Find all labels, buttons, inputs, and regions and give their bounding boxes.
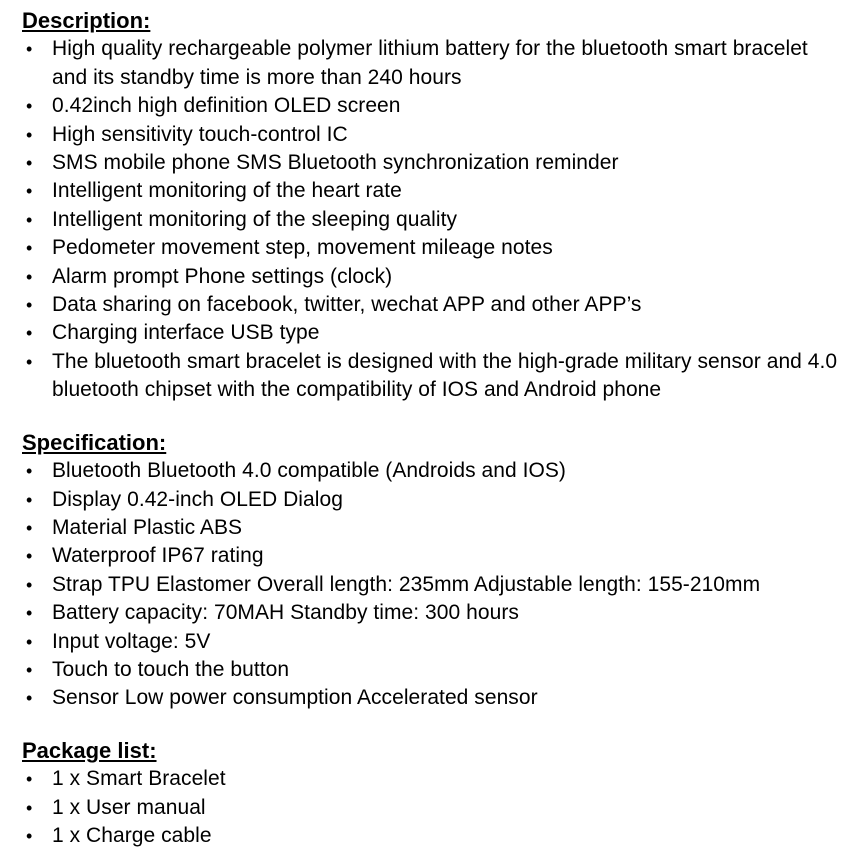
bullet-icon: •	[26, 574, 33, 595]
list-item	[22, 599, 844, 627]
list-item	[22, 149, 844, 177]
list-item-text: Material Plastic ABS	[52, 515, 243, 539]
bullet-icon: •	[26, 769, 33, 790]
bullet-icon: •	[26, 659, 33, 680]
package-section	[22, 737, 844, 851]
list-item	[22, 348, 844, 405]
list-item-text: Intelligent monitoring of the heart rate	[52, 179, 402, 203]
list-item-text: Charging interface USB type	[52, 321, 320, 345]
section-spacer	[22, 405, 844, 429]
list-item-text: Input voltage: 5V	[52, 629, 211, 653]
bullet-icon: •	[26, 461, 33, 482]
bullet-icon: •	[26, 688, 33, 709]
list-item	[22, 514, 844, 542]
list-item	[22, 822, 844, 850]
bullet-icon: •	[26, 124, 33, 145]
specification-section	[22, 429, 844, 713]
list-item-text: Display 0.42-inch OLED Dialog	[52, 487, 343, 511]
list-item-text: 1 x User manual	[52, 795, 206, 819]
bullet-icon: •	[26, 323, 33, 344]
bullet-icon: •	[26, 209, 33, 230]
bullet-icon: •	[26, 238, 33, 259]
list-item	[22, 765, 844, 793]
bullet-icon: •	[26, 546, 33, 567]
bullet-icon: •	[26, 489, 33, 510]
list-item-text: Pedometer movement step, movement mileage notes	[52, 236, 553, 260]
list-item	[22, 684, 844, 712]
list-item	[22, 794, 844, 822]
bullet-icon: •	[26, 295, 33, 316]
list-item	[22, 628, 844, 656]
list-item	[22, 263, 844, 291]
section-spacer	[22, 713, 844, 737]
product-document	[22, 7, 844, 850]
list-item-text: Strap TPU Elastomer Overall length: 235mm Adjustable length: 155-210mm	[52, 572, 761, 596]
list-item-text: 1 x Smart Bracelet	[52, 767, 226, 791]
list-item	[22, 486, 844, 514]
list-item-text: Touch to touch the button	[52, 657, 290, 681]
specification-list	[22, 457, 844, 713]
list-item-text: SMS mobile phone SMS Bluetooth synchronization reminder	[52, 151, 619, 175]
bullet-icon: •	[26, 631, 33, 652]
description-section	[22, 7, 844, 405]
list-item	[22, 319, 844, 347]
bullet-icon: •	[26, 181, 33, 202]
list-item	[22, 121, 844, 149]
list-item-text: High quality rechargeable polymer lithium battery for the bluetooth smart bracelet and its standby time is more than 240 hours	[52, 37, 808, 89]
description-list	[22, 35, 844, 404]
bullet-icon: •	[26, 603, 33, 624]
bullet-icon: •	[26, 153, 33, 174]
list-item	[22, 656, 844, 684]
list-item	[22, 571, 844, 599]
bullet-icon: •	[26, 351, 33, 372]
list-item-text: The bluetooth smart bracelet is designed with the high-grade military sensor and 4.0 bluetooth chipset with the compatibility of IOS and Android phone	[52, 349, 838, 402]
list-item	[22, 92, 844, 120]
list-item	[22, 291, 844, 319]
bullet-icon: •	[26, 266, 33, 287]
bullet-icon: •	[26, 517, 33, 538]
bullet-icon: •	[26, 39, 33, 60]
package-heading: Package list:	[22, 737, 157, 763]
list-item	[22, 542, 844, 570]
bullet-icon: •	[26, 96, 33, 117]
list-item	[22, 206, 844, 234]
bullet-icon: •	[26, 797, 33, 818]
package-list	[22, 765, 844, 850]
list-item-text: Bluetooth Bluetooth 4.0 compatible (Androids and IOS)	[52, 459, 566, 483]
specification-heading: Specification:	[22, 429, 167, 455]
list-item-text: Sensor Low power consumption Accelerated sensor	[52, 686, 538, 710]
list-item-text: 0.42inch high definition OLED screen	[52, 94, 401, 118]
list-item-text: Intelligent monitoring of the sleeping quality	[52, 207, 458, 231]
list-item	[22, 177, 844, 205]
list-item-text: 1 x Charge cable	[52, 823, 212, 847]
description-heading: Description:	[22, 8, 151, 33]
list-item	[22, 35, 844, 92]
list-item-text: High sensitivity touch-control IC	[52, 122, 348, 146]
list-item-text: Alarm prompt Phone settings (clock)	[52, 264, 393, 288]
list-item-text: Data sharing on facebook, twitter, wechat APP and other APP’s	[52, 293, 642, 317]
list-item	[22, 457, 844, 485]
bullet-icon: •	[26, 825, 33, 846]
list-item-text: Waterproof IP67 rating	[52, 544, 264, 568]
list-item	[22, 234, 844, 262]
list-item-text: Battery capacity: 70MAH Standby time: 300 hours	[52, 601, 519, 625]
